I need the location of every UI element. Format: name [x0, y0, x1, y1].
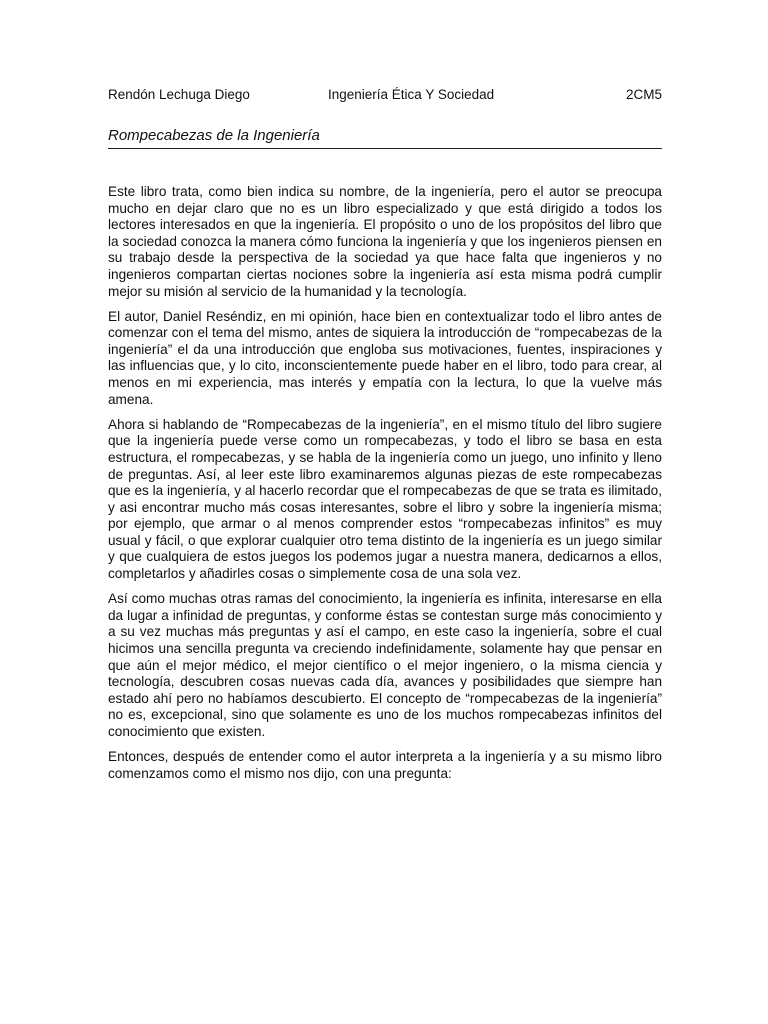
- document-body: [108, 184, 662, 791]
- group-code: 2CM5: [625, 87, 662, 102]
- paragraph: El autor, Daniel Reséndiz, en mi opinión, hace bien en contextualizar todo el libro antes de comenzar con el tema del mismo, antes de siquiera la introducción de “rompecabezas de la ingeniería” el da una introducción que engloba sus motivaciones, fuentes, inspiraciones y las influencias que, y lo cito, inconscientemente puede haber en el libro, todo para crear, al menos en mi experiencia, mas interés y empatía con la lectura, lo que la vuelve más amena.: [108, 308, 662, 407]
- document-title: Rompecabezas de la Ingeniería: [108, 126, 662, 149]
- paragraph: Así como muchas otras ramas del conocimiento, la ingeniería es infinita, interesarse en ella da lugar a infinidad de preguntas, y conforme éstas se contestan surge más conocimiento y a su vez muchas más preguntas y así el campo, en este caso la ingeniería, sobre el cual hicimos una sencilla pregunta va creciendo indefinidamente, solamente hay que pensar en que aún el mejor médico, el mejor científico o el mejor ingeniero, o la misma ciencia y tecnología, descubren cosas nuevas cada día, avances y posibilidades que siempre han estado ahí pero no habíamos descubierto. El concepto de “rompecabezas de la ingeniería” no es, excepcional, sino que solamente es uno de los muchos rompecabezas infinitos del conocimiento que existen.: [108, 591, 662, 739]
- author-name: Rendón Lechuga Diego: [108, 87, 250, 102]
- paragraph: Ahora si hablando de “Rompecabezas de la ingeniería”, en el mismo título del libro sugiere que la ingeniería puede verse como un rompecabezas, y todo el libro se basa en esta estructura, el rompecabezas, y se habla de la ingeniería como un juego, uno infinito y lleno de preguntas. Así, al leer este libro examinaremos algunas piezas de este rompecabezas que es la ingeniería, y al hacerlo recordar que el rompecabezas de que se trata es ilimitado, y asi encontrar mucho más cosas interesantes, sobre el libro y sobre la ingeniería misma; por ejemplo, que armar o al menos comprender estos “rompecabezas infinitos” es muy usual y fácil, o que explorar cualquier otro tema distinto de la ingeniería es un juego similar y que cualquiera de estos juegos los podemos jugar a nuestra manera, dedicarnos a ellos, completarlos y añadirles cosas o simplemente cosa de una sola vez.: [108, 416, 662, 582]
- document-header: [108, 86, 662, 104]
- course-subject: Ingeniería Ética Y Sociedad: [328, 87, 495, 102]
- paragraph: Entonces, después de entender como el autor interpreta a la ingeniería y a su mismo libro comenzamos como el mismo nos dijo, con una pregunta:: [108, 749, 662, 781]
- paragraph: Este libro trata, como bien indica su nombre, de la ingeniería, pero el autor se preocupa mucho en dejar claro que no es un libro especializado y que está dirigido a todos los lectores interesados en que la ingeniería. El propósito o uno de los propósitos del libro que la sociedad conozca la manera cómo funciona la ingeniería y que los ingenieros piensen en su trabajo desde la perspectiva de la sociedad ya que hace falta que ingenieros y no ingenieros compartan ciertas nociones sobre la ingeniería así esta misma podrá cumplir mejor su misión al servicio de la humanidad y la tecnología.: [108, 184, 662, 299]
